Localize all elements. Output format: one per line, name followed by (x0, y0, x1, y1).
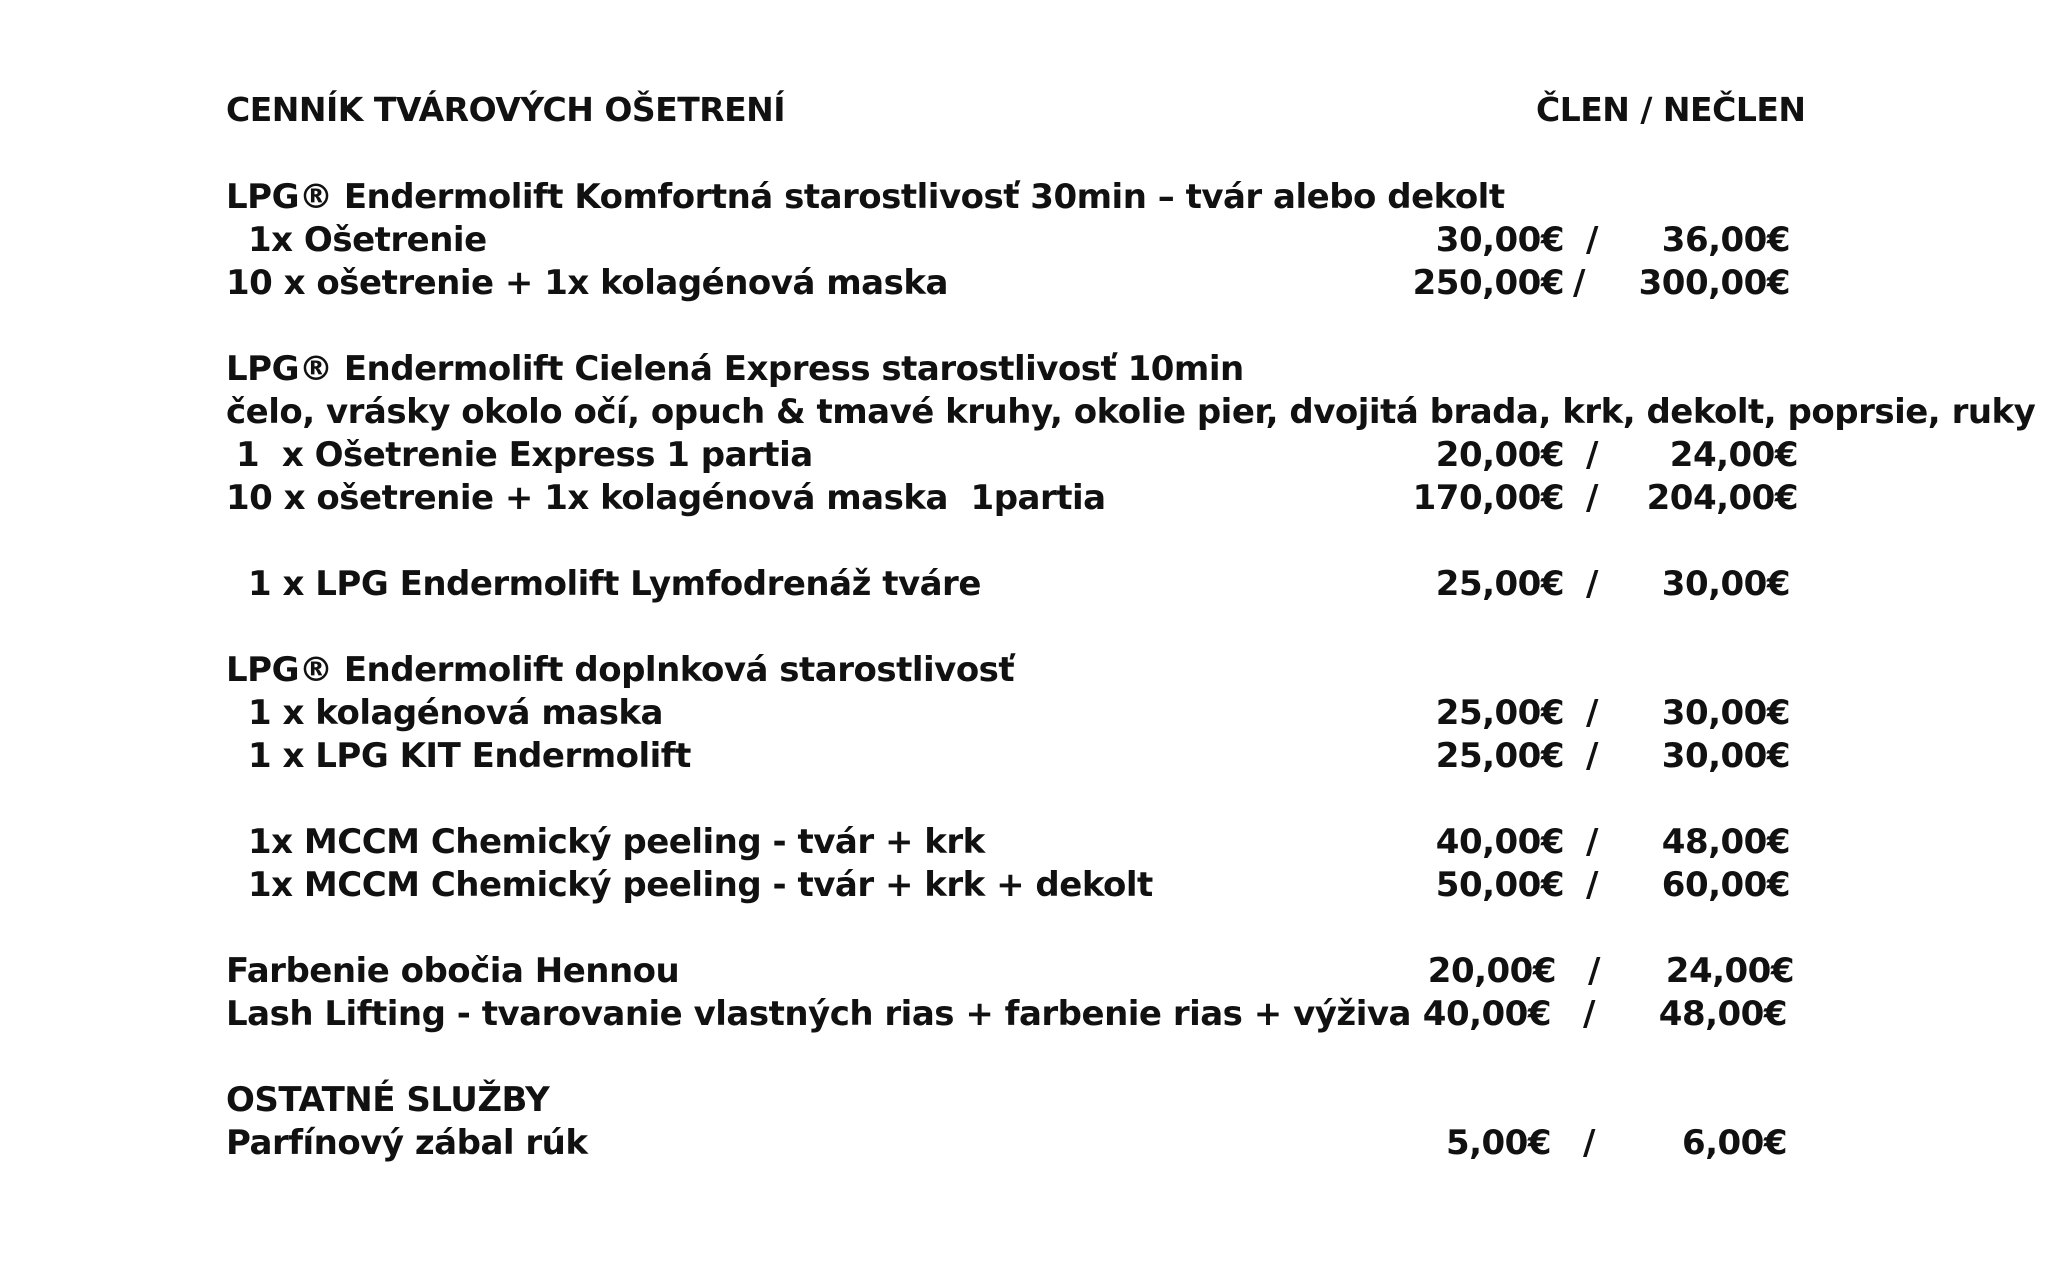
item-price (1338, 692, 1790, 735)
nonmember-price: 60,00€ (1661, 865, 1790, 905)
price-separator: / (1588, 951, 1600, 991)
price-separator: / (1586, 822, 1598, 862)
price-separator: / (1586, 220, 1598, 260)
price-separator: / (1586, 693, 1598, 733)
nonmember-price: 48,00€ (1658, 994, 1787, 1034)
member-price: 50,00€ (1435, 865, 1564, 905)
item-label: 1 x kolagénová maska (248, 693, 663, 733)
item-price (1338, 735, 1790, 778)
nonmember-price: 300,00€ (1638, 263, 1790, 303)
nonmember-price: 36,00€ (1661, 220, 1790, 260)
nonmember-price: 204,00€ (1646, 478, 1798, 518)
item-price (1330, 950, 1794, 993)
item-price (1338, 477, 1798, 520)
section-heading-doplnkova: LPG® Endermolift doplnková starostlivosť (226, 650, 1015, 690)
nonmember-price: 30,00€ (1661, 564, 1790, 604)
price-separator: / (1586, 865, 1598, 905)
price-separator: / (1583, 1123, 1595, 1163)
price-separator: / (1586, 736, 1598, 776)
item-price (1338, 219, 1790, 262)
nonmember-price: 48,00€ (1661, 822, 1790, 862)
item-label: Parfínový zábal rúk (226, 1123, 588, 1163)
column-header-member-nonmember: ČLEN / NEČLEN (1536, 90, 1806, 129)
item-label: 1 x LPG Endermolift Lymfodrenáž tváre (248, 564, 981, 604)
nonmember-price: 24,00€ (1669, 435, 1798, 475)
member-price: 40,00€ (1435, 822, 1564, 862)
item-price (1338, 434, 1798, 477)
item-price (1338, 821, 1790, 864)
item-label: 1 x Ošetrenie Express 1 partia (236, 435, 813, 475)
member-price: 20,00€ (1427, 951, 1556, 991)
item-label: 10 x ošetrenie + 1x kolagénová maska 1partia (226, 478, 1106, 518)
member-price: 30,00€ (1435, 220, 1564, 260)
section-subheading-express: čelo, vrásky okolo očí, opuch & tmavé kruhy, okolie pier, dvojitá brada, krk, dekolt, poprsie, ruky (226, 392, 2036, 432)
member-price: 25,00€ (1435, 693, 1564, 733)
member-price: 25,00€ (1435, 564, 1564, 604)
member-price: 20,00€ (1435, 435, 1564, 475)
section-heading-express: LPG® Endermolift Cielená Express starostlivosť 10min (226, 349, 1244, 389)
section-heading-ostatne: OSTATNÉ SLUŽBY (226, 1080, 550, 1120)
price-separator: / (1586, 478, 1598, 518)
price-separator: / (1583, 994, 1595, 1034)
member-price: 250,00€ (1412, 263, 1564, 303)
member-price: 170,00€ (1412, 478, 1564, 518)
item-label: Lash Lifting - tvarovanie vlastných rias + farbenie rias + výživa (226, 994, 1411, 1034)
item-label: 1 x LPG KIT Endermolift (248, 736, 691, 776)
section-heading-komfort: LPG® Endermolift Komfortná starostlivosť 30min – tvár alebo dekolt (226, 177, 1505, 217)
item-price (1338, 864, 1790, 907)
nonmember-price: 24,00€ (1665, 951, 1794, 991)
page-title: CENNÍK TVÁROVÝCH OŠETRENÍ (226, 90, 786, 129)
item-price (1338, 563, 1790, 606)
item-price (1325, 1122, 1787, 1165)
price-separator: / (1586, 564, 1598, 604)
item-label: 1x MCCM Chemický peeling - tvár + krk (248, 822, 985, 862)
item-label: 1x MCCM Chemický peeling - tvár + krk + dekolt (248, 865, 1153, 905)
item-price (1325, 993, 1787, 1036)
member-price: 40,00€ (1422, 994, 1551, 1034)
nonmember-price: 30,00€ (1661, 736, 1790, 776)
item-label: 10 x ošetrenie + 1x kolagénová maska (226, 263, 948, 303)
nonmember-price: 6,00€ (1681, 1123, 1787, 1163)
member-price: 25,00€ (1435, 736, 1564, 776)
member-price: 5,00€ (1445, 1123, 1551, 1163)
price-separator: / (1586, 435, 1598, 475)
nonmember-price: 30,00€ (1661, 693, 1790, 733)
item-label: Farbenie obočia Hennou (226, 951, 680, 991)
price-separator: / (1573, 263, 1585, 303)
item-price (1338, 262, 1790, 305)
item-label: 1x Ošetrenie (248, 220, 487, 260)
